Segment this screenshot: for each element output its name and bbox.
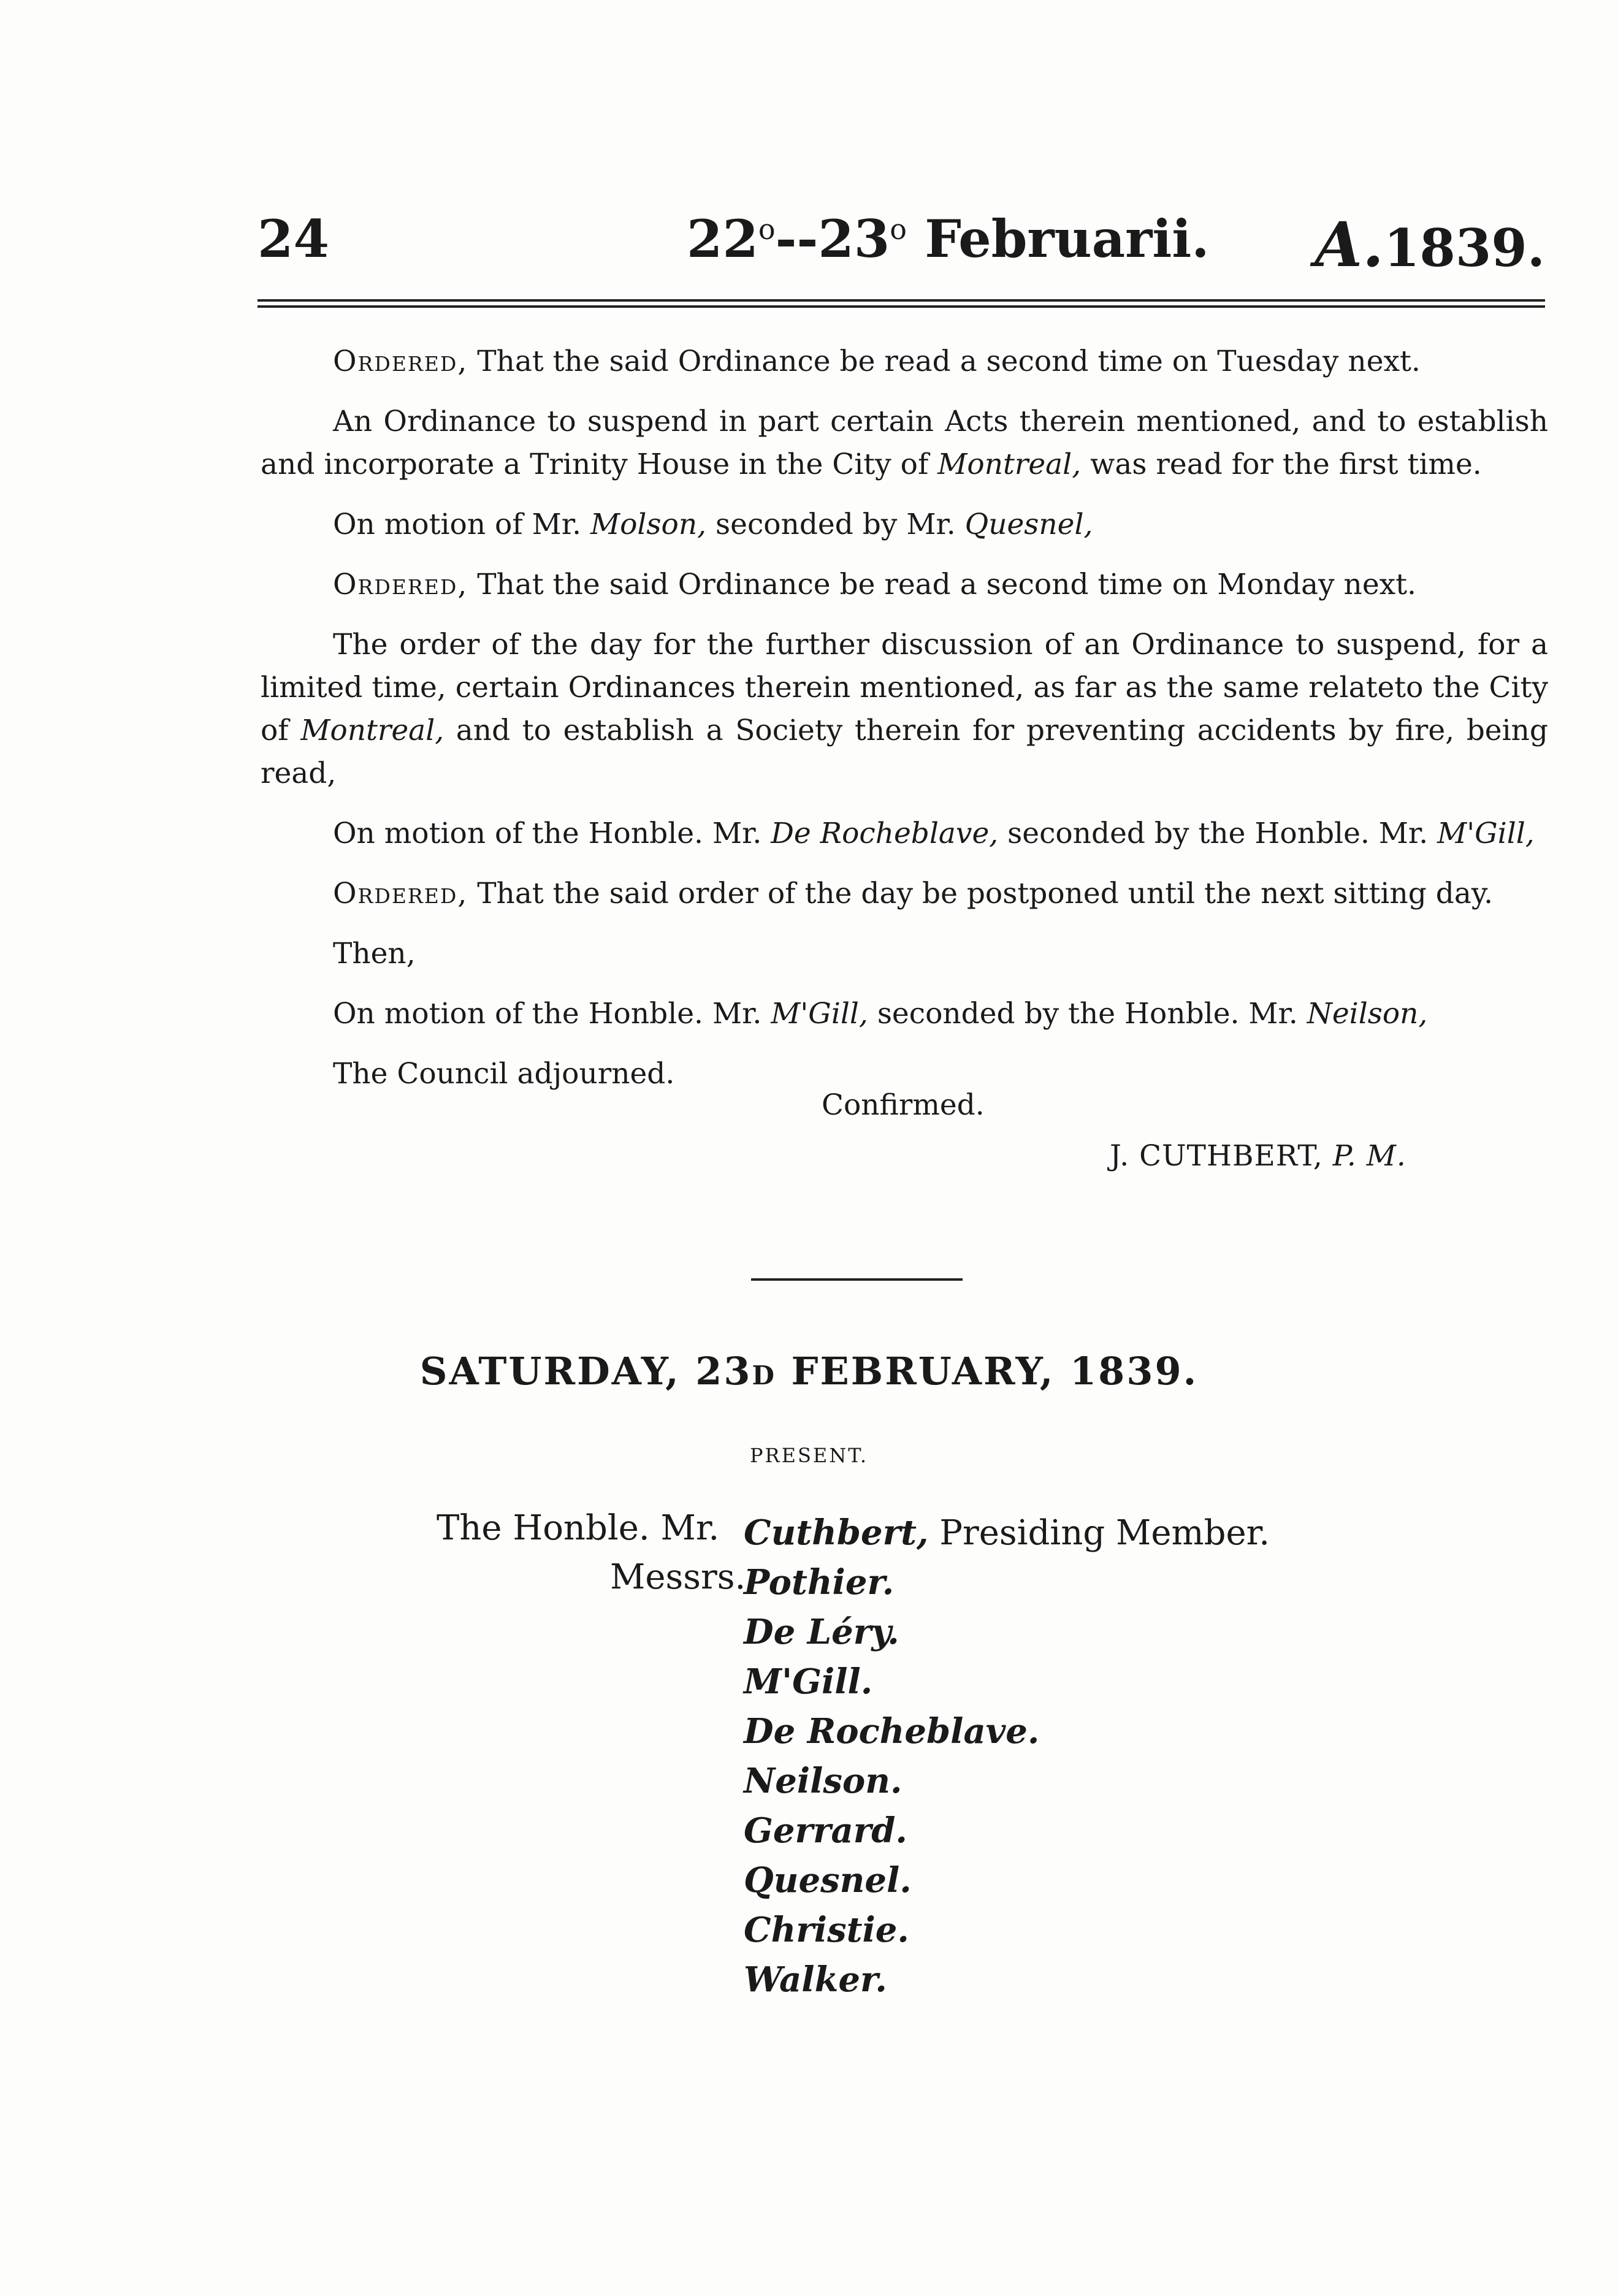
header-year-number: 1839.: [1383, 218, 1545, 278]
paragraph-text: On motion of the Honble. Mr.: [333, 817, 771, 850]
running-head: [258, 196, 1545, 288]
header-date-separator: --: [775, 208, 819, 269]
list-item: [744, 1657, 1270, 1707]
presiding-member: [744, 1508, 1270, 1558]
member-name: M'Gill,: [771, 997, 868, 1031]
header-year: [1315, 208, 1545, 281]
ordered-lead: Ordered,: [333, 877, 468, 910]
ordered-lead: Ordered,: [333, 568, 468, 601]
ordered-lead: Ordered,: [333, 345, 468, 378]
signature-name: J. CUTHBERT,: [1110, 1139, 1333, 1173]
paragraph-ordered-monday: [261, 563, 1548, 606]
header-double-rule: [258, 299, 1545, 308]
header-day-1: 22: [687, 208, 758, 269]
list-item: [744, 1608, 1270, 1657]
member-name: De Rocheblave.: [744, 1711, 1040, 1752]
paragraph-motion-de-rocheblave: [261, 812, 1548, 855]
member-name: M'Gill,: [1437, 817, 1535, 850]
member-name: De Léry.: [744, 1612, 899, 1652]
presiding-member-prefix: The Honble. Mr.: [437, 1508, 720, 1548]
paragraph-text: That the said Ordinance be read a second time on Monday next.: [468, 568, 1416, 601]
header-month: Februarii.: [925, 208, 1210, 269]
paragraph-text: was read for the first time.: [1081, 448, 1482, 481]
paragraph-text: and to establish a Society therein for preventing accidents by fire, being read,: [261, 714, 1548, 790]
section-title: [0, 1349, 1618, 1394]
presiding-role: Presiding Member.: [928, 1513, 1270, 1553]
member-name: Pothier.: [744, 1562, 895, 1603]
paragraph-text: That the said Ordinance be read a second time on Tuesday next.: [468, 345, 1421, 378]
signature-title: P. M.: [1332, 1139, 1406, 1173]
member-name: Quesnel,: [964, 508, 1093, 541]
header-date: [687, 208, 1210, 269]
minutes-body: [261, 340, 1548, 1113]
present-label: PRESENT.: [749, 1444, 869, 1467]
list-item: [744, 1806, 1270, 1856]
paragraph-motion-mgill: [261, 993, 1548, 1035]
paragraph-text: The Council adjourned.: [333, 1057, 675, 1091]
paragraph-text: seconded by the Honble. Mr.: [868, 997, 1307, 1031]
section-title-day-suffix: D: [752, 1360, 776, 1390]
paragraph-text: That the said order of the day be postponed until the next sitting day.: [468, 877, 1494, 910]
paragraph-text: On motion of the Honble. Mr.: [333, 997, 771, 1031]
list-item: [744, 1856, 1270, 1905]
member-name: Molson,: [590, 508, 707, 541]
paragraph-text: Then,: [333, 937, 416, 971]
messrs-prefix: Messrs.: [610, 1557, 746, 1597]
member-name: Neilson,: [1307, 997, 1428, 1031]
header-year-letter: A.: [1315, 208, 1384, 281]
list-item: [744, 1756, 1270, 1806]
paragraph-then: [261, 933, 1548, 975]
members-present-list: [744, 1508, 1270, 2005]
member-name: Cuthbert,: [744, 1512, 929, 1553]
member-name: Gerrard.: [744, 1810, 907, 1851]
paragraph-trinity-house: [261, 400, 1548, 486]
member-name: Christie.: [744, 1910, 909, 1950]
paragraph-text: The order of the day for the further discussion of an Ordinance to suspend, for a limited time, certain Ordinances therein mentioned, as far as the same relateto the City of: [261, 628, 1548, 747]
paragraph-ordered-tuesday: [261, 340, 1548, 383]
place-name: Montreal,: [937, 448, 1082, 481]
signature: [1110, 1139, 1406, 1173]
header-day-2: 23: [818, 208, 890, 269]
member-name: M'Gill.: [744, 1661, 873, 1702]
header-day-2-sup: o: [890, 213, 907, 246]
paragraph-motion-molson: [261, 503, 1548, 546]
paragraph-text: On motion of Mr.: [333, 508, 590, 541]
paragraph-order-of-day: [261, 624, 1548, 795]
section-title-part-a: SATURDAY, 23: [419, 1349, 752, 1394]
list-item: [744, 1905, 1270, 1955]
paragraph-text: An Ordinance to suspend in part certain Acts therein mentioned, and to establish and incorporate a Trinity House in the City of: [261, 405, 1548, 481]
section-title-part-b: FEBRUARY, 1839.: [776, 1349, 1199, 1394]
page-number: 24: [258, 208, 329, 269]
list-item: [744, 1955, 1270, 2005]
list-item: [744, 1558, 1270, 1608]
place-name: Montreal,: [300, 714, 445, 747]
member-name: Quesnel.: [744, 1860, 912, 1901]
paragraph-text: seconded by the Honble. Mr.: [998, 817, 1438, 850]
list-item: [744, 1707, 1270, 1756]
paragraph-text: seconded by Mr.: [706, 508, 965, 541]
member-name: De Rocheblave,: [771, 817, 999, 850]
member-name: Walker.: [744, 1959, 887, 2000]
section-divider: [751, 1278, 963, 1281]
paragraph-ordered-postponed: [261, 872, 1548, 915]
header-day-1-sup: o: [758, 213, 776, 246]
confirmed-label: Confirmed.: [822, 1088, 985, 1122]
member-name: Neilson.: [744, 1761, 902, 1801]
